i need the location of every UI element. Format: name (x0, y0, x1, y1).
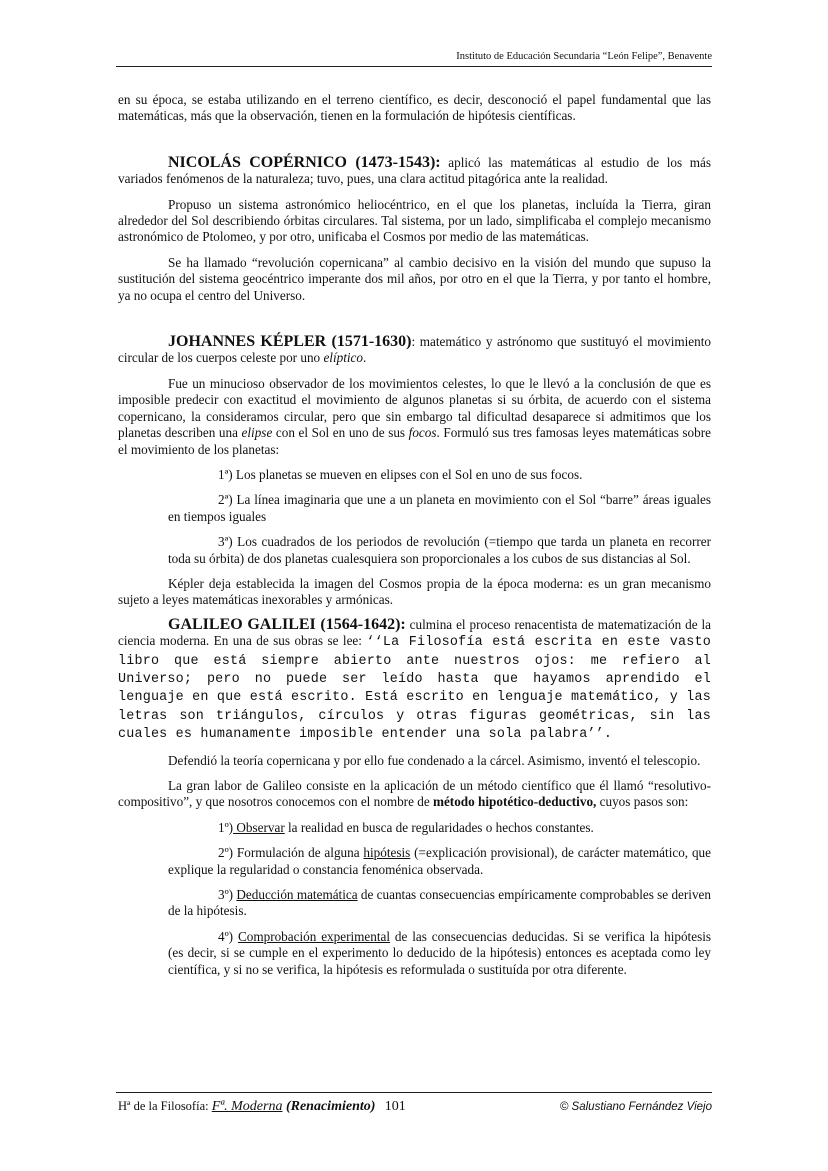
galileo-step-3 (118, 887, 711, 920)
copernico-lead-paragraph (118, 155, 711, 188)
galileo-p2-text: La gran labor de Galileo consiste en la aplicación de un método científico que él llamó “resolutivo-compositivo”, y que nosotros conocemos con el nombre de (118, 778, 711, 810)
kepler-lead-emphasis: elíptico (323, 350, 363, 366)
copernico-paragraph-1: Propuso un sistema astronómico heliocéntrico, en el que los planetas, incluída la Tierra, giran alrededor del Sol describiendo órbitas circulares. Tal sistema, por un lado, simplificaba el complejo mecanismo astronómico de Ptolomeo, y por otro, unificaba el Cosmos por medio de las matemáticas. (118, 196, 711, 245)
step-2-text-b: (=explicación provisional), de carácter matemático, que explique la regularidad o constancia fenoménica observada. (168, 845, 711, 877)
step-2-keyword: hipótesis (363, 845, 411, 861)
kepler-p1-text-b: con el Sol en uno de sus (272, 425, 409, 441)
kepler-law-3: 3ª) Los cuadrados de los periodos de revolución (=tiempo que tarda un planeta en recorrer toda su órbita) de dos planetas cualesquiera son proporcionales a los cubos de sus distancias al Sol. (168, 534, 711, 566)
step-3-keyword: Deducción matemática (236, 887, 358, 903)
footer-subject-line (118, 1099, 406, 1115)
galileo-step-2 (118, 845, 711, 878)
galileo-paragraph-2 (118, 778, 711, 811)
kepler-law-1: 1ª) Los planetas se mueven en elipses con el Sol en uno de sus focos. (218, 466, 583, 482)
page-number: 101 (384, 1099, 406, 1114)
galileo-lead: culmina el proceso renacentista de matematización de la ciencia moderna. En una de sus obras se lee: (118, 616, 712, 649)
galileo-p2-end: cuyos pasos son: (596, 794, 689, 810)
kepler-p1-text-a: Fue un minucioso observador de los movimientos celestes, lo que le llevó a la conclusión de que es imposible predecir con exactitud el movimiento de algunos planetas si su órbita, de acuerdo con el sistema copernicano, la consideramos circular, pero que sin embargo tal dificultad desaparece si admitimos que los planetas describen una (118, 375, 711, 441)
intro-paragraph: en su época, se estaba utilizando en el terreno científico, es decir, desconoció el papel fundamental que las matemáticas, más que la observación, tienen en la formulación de hipótesis científicas. (118, 92, 711, 124)
galileo-step-4 (118, 929, 711, 978)
kepler-paragraph-2: Képler deja establecida la imagen del Cosmos propia de la época moderna: es un gran mecanismo sujeto a leyes matemáticas inexorables y armónicas. (118, 575, 711, 608)
copernico-heading: NICOLÁS COPÉRNICO (1473-1543): (168, 153, 441, 171)
step-1-text: la realidad en busca de regularidades o hechos constantes. (284, 819, 594, 835)
footer-period (212, 1099, 283, 1114)
galileo-paragraph-1: Defendió la teoría copernicana y por ello fue condenado a la cárcel. Asimismo, inventó el telescopio. (168, 752, 701, 768)
galileo-step-1 (118, 820, 711, 836)
page-header (116, 50, 712, 67)
galileo-heading: GALILEO GALILEI (1564-1642): (168, 615, 406, 633)
kepler-lead-text: : matemático y astrónomo que sustituyó el movimiento circular de los cuerpos celeste por uno (118, 334, 712, 366)
footer-author: © Salustiano Fernández Viejo (559, 1101, 712, 1113)
step-3-text: de cuantas consecuencias empíricamente comprobables se deriven de la hipótesis. (168, 887, 711, 919)
step-4-text: de las consecuencias deducidas. Si se verifica la hipótesis (es decir, si se cumple en el experimento lo deducido de la hipótesis) entonces es aceptada como ley científica, y si no se verifica, la hipótesis es reformulada o sustituída por otra diferente. (168, 928, 712, 977)
header-institution: Instituto de Educación Secundaria “León Felipe”, Benavente (456, 51, 712, 62)
kepler-lead-paragraph (118, 334, 711, 367)
kepler-paragraph-1 (118, 376, 711, 458)
galileo-method-name: método hipotético-deductivo, (432, 794, 597, 810)
step-4-keyword: Comprobación experimental (237, 928, 391, 944)
copernico-paragraph-2: Se ha llamado “revolución copernicana” al cambio decisivo en la visión del mundo que supuso la sustitución del sistema geocéntrico imperante dos mil años, por otro en el que la Tierra, y por tanto el hombre, ya no ocupa el centro del Universo. (118, 254, 711, 303)
page-footer (116, 1092, 712, 1114)
footer-section: (Renacimiento) (282, 1099, 376, 1114)
step-4-number: 4º) (218, 928, 238, 944)
step-1-number: 1º) (218, 819, 234, 835)
galileo-lead-paragraph (118, 617, 711, 744)
galileo-quote: ‘‘La Filosofía está escrita en este vasto libro que está siempre abierto ante nuestros ojos: me refiero al Universo; pero no puede ser leído hasta que hayamos aprendido el lenguaje en que está escrito. Está escrito en lenguaje matemático, y las letras son triángulos, círculos y otras figuras geométricas, sin las cuales es humanamente imposible entender una sola palabra’’. (118, 635, 711, 743)
kepler-p1-elipse: elipse (241, 425, 273, 441)
kepler-lead-end: . (363, 350, 367, 366)
step-1-keyword: Observar (233, 819, 285, 835)
footer-subject: Hª de la Filosofía: (118, 1099, 212, 1113)
page-content (118, 92, 711, 978)
footer-period-text: Fª. Moderna (211, 1099, 283, 1114)
copernico-lead: aplicó las matemáticas al estudio de los más variados fenómenos de la naturaleza; tuvo, pues, una clara actitud pitagórica ante la realidad. (118, 154, 712, 187)
kepler-p1-text-c: . Formuló sus tres famosas leyes matemáticas sobre el movimiento de los planetas: (118, 425, 711, 457)
kepler-p1-focos: focos (408, 425, 437, 441)
kepler-law-2: 2ª) La línea imaginaria que une a un planeta en movimiento con el Sol “barre” áreas iguales en tiempos iguales (168, 492, 711, 524)
step-3-number: 3º) (218, 887, 237, 903)
kepler-heading: JOHANNES KÉPLER (1571-1630) (168, 333, 412, 351)
step-2-text-a: 2º) Formulación de alguna (218, 845, 364, 861)
